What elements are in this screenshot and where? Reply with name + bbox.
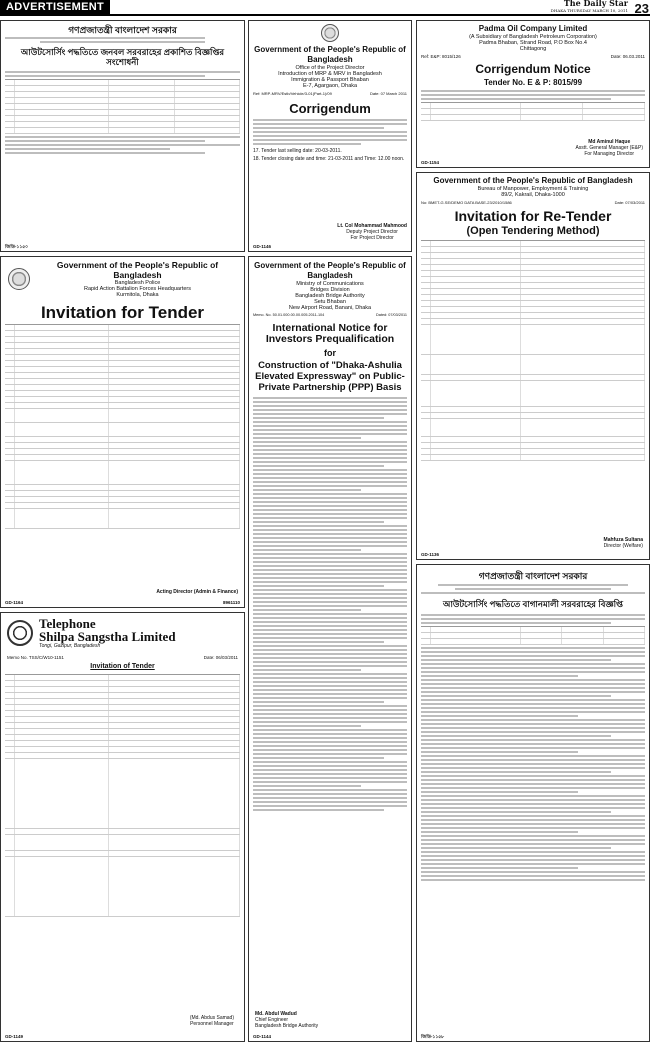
ad-ref: Memo. No. 50.01.000.00.00.005.2011-104 [253, 313, 325, 317]
page-header [0, 0, 650, 16]
ad-code: GD-1164 [5, 600, 24, 605]
ad-dept2: Bridges Division [310, 287, 350, 293]
ad-heading-2: for [324, 348, 336, 358]
ad-dept2: Rapid Action Battalion Forces Headquarters [83, 286, 191, 292]
ad-signer-title: Personnel Manager [190, 1021, 234, 1027]
ad-code: জিডি-১১৫৮ [421, 1034, 445, 1039]
ad-ref: No: BMET-G.SE/DEMO DATA BASE-23/2010/1586 [421, 200, 512, 205]
ad-org: Government of the People's Republic of Bangladesh [433, 176, 633, 185]
bangla-outsourcing-ad [0, 20, 245, 252]
ad-subtitle: আউটসোর্সিং পদ্ধতিতে বাগানমালী সরবরাহের বিজ্ঞপ্তি [442, 599, 624, 609]
ad-signer: Acting Director (Admin & Finance) [156, 589, 238, 595]
ad-dept: Bureau of Manpower, Employment & Training [477, 186, 589, 192]
bangladesh-emblem-icon [321, 24, 339, 42]
ad-signer-title2: Bangladesh Bridge Authority [255, 1023, 319, 1029]
ad-org: Government of the People's Republic of Bangladesh [56, 260, 219, 280]
newspaper-masthead [551, 0, 628, 14]
ad-date: Date: 06.03.2011 [610, 54, 645, 59]
ad-title: গণপ্রজাতন্ত্রী বাংলাদেশ সরকার [68, 25, 177, 35]
telephone-shilpa-ad [0, 612, 245, 1042]
ad-ref: Ref: MRP-MRV/Estb/Vehicle/3-01(Part-1)/09 [253, 91, 332, 96]
ad-dept: Ministry of Communications [296, 281, 364, 287]
ad-signer: (Md. Abdus Samad) [189, 1015, 234, 1021]
ad-heading: Corrigendum Notice [475, 62, 591, 76]
ad-tender: Tender No. E & P: 8015/99 [483, 78, 583, 87]
ad-heading: Invitation for Re-Tender [454, 208, 612, 224]
manpower-retender-ad [416, 172, 650, 560]
bangla-gardener-ad [416, 564, 650, 1042]
ad-title: গণপ্রজাতন্ত্রী বাংলাদেশ সরকার [478, 571, 588, 581]
ad-signer-title: Asstt. General Manager (E&P) [575, 145, 643, 151]
ad-code: জিডি-১১৫০ [5, 244, 29, 249]
ad-heading-3: Construction of "Dhaka-Ashulia Elevated Expressway" on Public-Private Partnership (PPP) Basis [255, 360, 405, 393]
bridge-authority-ppp-ad [248, 256, 412, 1042]
ad-signer-title2: For Project Director [350, 235, 394, 241]
ad-signer: Md Aminul Haque [588, 139, 631, 145]
ad-subtitle: আউটসোর্সিং পদ্ধতিতে জনবল সরবরাহের প্রকাশিত বিজ্ঞপ্তির সংশোধনী [20, 47, 225, 67]
ad-dept: Bangladesh Police [114, 280, 161, 286]
ad-address: New Airport Road, Banani, Dhaka [288, 305, 372, 311]
ad-org: Padma Oil Company Limited [478, 24, 588, 33]
ad-heading: Invitation of Tender [90, 663, 155, 670]
ad-signer: Md. Abdul Wadud [255, 1011, 297, 1017]
ad-signer-title: Deputy Project Director [346, 229, 398, 235]
rab-tender-ad [0, 256, 245, 608]
ad-code: GD-1144 [253, 1034, 272, 1039]
ad-code: GD-1136 [421, 552, 440, 557]
ad-city: Chittagong [519, 46, 547, 52]
ad-date: Dated: 07/03/2011 [376, 313, 407, 317]
police-emblem-icon [8, 268, 30, 290]
ad-org-2: Shilpa Sangstha Limited [39, 629, 176, 644]
ad-sub: (A Subsidiary of Bangladesh Petroleum Corporation) [469, 34, 597, 40]
ad-dept2: Introduction of MRP & MRV in Bangladesh [278, 71, 382, 77]
padma-oil-ad [416, 20, 650, 168]
ad-heading-2: (Open Tendering Method) [466, 225, 600, 237]
page-number: 23 [634, 1, 649, 16]
ad-heading: Invitation for Tender [40, 303, 205, 322]
ad-dept3: Bangladesh Bridge Authority [295, 293, 365, 299]
ad-signer-title2: For Managing Director [584, 151, 635, 157]
ad-code: GD-1146 [253, 244, 272, 249]
ad-date: Date: 07/03/2011 [614, 200, 645, 205]
ad-code: GD-1154 [421, 160, 440, 165]
tender-table [5, 674, 240, 917]
position-table [5, 79, 240, 134]
ad-dept4: Setu Bhaban [314, 299, 346, 305]
ad-body-2: 18. Tender closing date and time: 21-03-2011 and Time: 12.00 noon. [253, 156, 405, 162]
ad-dept3: Immigration & Passport Bhaban [291, 77, 369, 83]
ad-heading: Corrigendum [289, 101, 371, 116]
ad-address: E-7, Agargaon, Dhaka [302, 83, 358, 89]
date-line: DHAKA THURSDAY MARCH 10, 2011 [550, 8, 628, 13]
ad-heading: International Notice for Investors Prequalification [265, 322, 395, 345]
ad-org: Telephone [39, 616, 96, 631]
ad-signer: Mahfuza Sultana [603, 537, 643, 543]
ad-date: Date: 06/03/2011 [203, 655, 238, 660]
ad-org: Government of the People's Republic of Bangladesh [254, 261, 406, 280]
ad-address: 89/2, Kakrail, Dhaka-1000 [501, 192, 565, 198]
tss-logo-icon [7, 620, 33, 646]
ad-ref-code: 8961110 [222, 600, 240, 605]
tender-table [421, 240, 645, 461]
ad-body-text [249, 397, 411, 811]
ad-ref: Ref: E&P: 8015/126 [421, 54, 461, 59]
ad-body-1: 17. Tender last selling date: 20-03-2011. [253, 148, 342, 154]
ad-address: Padma Bhaban, Strand Road, P.O Box No.4 [479, 40, 587, 46]
section-title: ADVERTISEMENT [0, 0, 110, 15]
ad-signer-title: Chief Engineer [255, 1017, 289, 1023]
ad-city: Kurmitola, Dhaka [116, 292, 159, 298]
ad-signer-title: Director (Welfare) [603, 543, 643, 549]
ad-code: GD-1149 [5, 1034, 24, 1039]
ad-org: Government of the People's Republic of Bangladesh [254, 45, 406, 64]
ad-address: Tongi, Gazipur, Bangladesh [39, 643, 101, 649]
tender-table [5, 324, 240, 529]
paper-name: The Daily Star [563, 0, 628, 8]
mrp-corrigendum-ad [248, 20, 412, 252]
ad-dept: Office of the Project Director [295, 65, 365, 71]
ad-memo: Memo No. TSS/C/W10-1151 [7, 655, 64, 660]
ad-date: Date: 07 March 2011 [369, 91, 407, 96]
ad-signer: Lt. Col Mohammad Mahmood [337, 223, 407, 229]
position-table [421, 626, 645, 645]
